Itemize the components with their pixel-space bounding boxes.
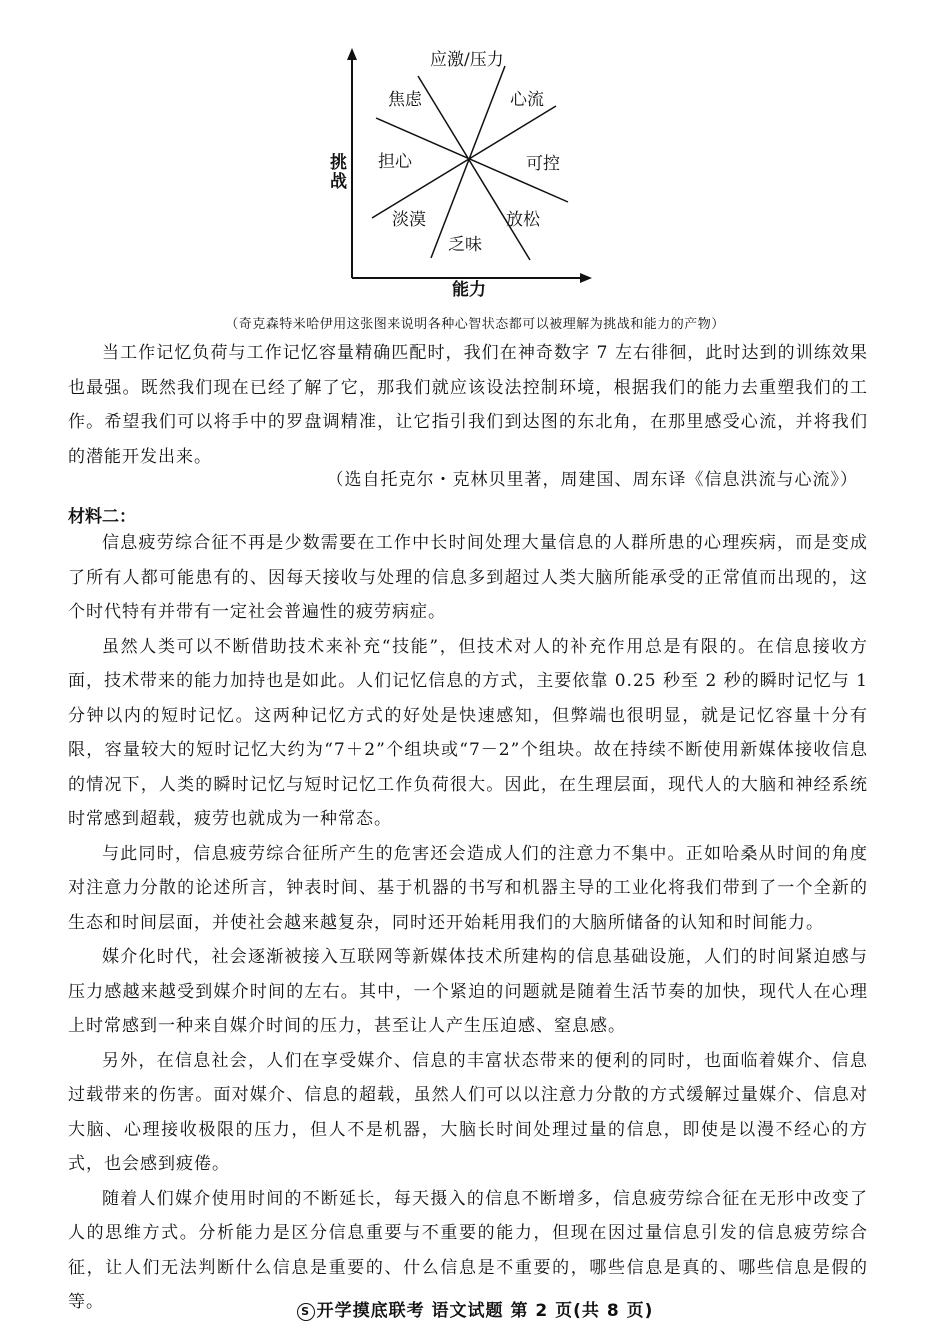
region-label-boredom: 乏味 [448, 235, 482, 255]
page-footer [0, 1296, 950, 1321]
y-axis-label: 挑战 [330, 153, 347, 192]
paragraph: 信息疲劳综合征不再是少数需要在工作中长时间处理大量信息的人群所患的心理疾病，而是变成了所有人都可能患有的、因每天接收与处理的信息多到超过人类大脑所能承受的正常值而出现的，这个时代特有并带有一定社会普遍性的疲劳病症。 [68, 533, 868, 622]
source-citation: （选自托克尔・克林贝里著，周建国、周东译《信息洪流与心流》） [326, 470, 858, 490]
diagram-axes-and-lines [320, 42, 620, 302]
material-two-heading: 材料二： [68, 507, 136, 527]
region-label-control: 可控 [526, 154, 560, 174]
footer-text: 开学摸底联考 语文试题 第 2 页(共 8 页) [316, 1301, 654, 1321]
region-label-worry: 担心 [378, 152, 412, 172]
exam-badge-icon: S [297, 1303, 315, 1321]
material-two-passage [68, 526, 868, 1320]
paragraph: 另外，在信息社会，人们在享受媒介、信息的丰富状态带来的便利的同时，也面临着媒介、信息过载带来的伤害。面对媒介、信息的超载，虽然人们可以以注意力分散的方式缓解过量媒介、信息对大脑、心理接收极限的压力，但人不是机器，大脑长时间处理过量的信息，即使是以漫不经心的方式，也会感到疲倦。 [68, 1050, 868, 1174]
intro-paragraph: 当工作记忆负荷与工作记忆容量精确匹配时，我们在神奇数字 7 左右徘徊，此时达到的训练效果也最强。既然我们现在已经了解了它，那我们就应该设法控制环境，根据我们的能力去重塑我们的工作。希望我们可以将手中的罗盘调精准，让它指引我们到达图的东北角，在那里感受心流，并将我们的潜能开发出来。 [68, 343, 868, 467]
challenge-skill-diagram [320, 42, 620, 302]
paragraph: 与此同时，信息疲劳综合征所产生的危害还会造成人们的注意力不集中。正如哈桑从时间的角度对注意力分散的论述所言，钟表时间、基于机器的书写和机器主导的工业化将我们带到了一个全新的生态和时间层面，并使社会越来越复杂，同时还开始耗用我们的大脑所储备的认知和时间能力。 [68, 843, 868, 933]
x-axis-label: 能力 [452, 280, 486, 300]
region-label-flow: 心流 [510, 90, 544, 110]
region-label-apathy: 淡漠 [392, 210, 426, 230]
region-label-anxiety: 焦虑 [388, 90, 422, 110]
paragraph: 媒介化时代，社会逐渐被接入互联网等新媒体技术所建构的信息基础设施，人们的时间紧迫感与压力感越来越受到媒介时间的左右。其中，一个紧迫的问题就是随着生活节奏的加快，现代人在心理上时常感到一种来自媒介时间的压力，甚至让人产生压迫感、窒息感。 [68, 947, 868, 1036]
region-label-stress: 应激/压力 [430, 50, 504, 70]
paragraph: 虽然人类可以不断借助技术来补充“技能”，但技术对人的补充作用总是有限的。在信息接收方面，技术带来的能力加持也是如此。人们记忆信息的方式，主要依靠 0.25 秒至 2 秒的瞬时记忆与 1 分钟以内的短时记忆。这两种记忆方式的好处是快速感知，但弊端也很明显，就是记忆容量十分有限，容量较大的短时记忆大约为“7＋2”个组块或“7－2”个组块。故在持续不断使用新媒体接收信息的情况下，人类的瞬时记忆与短时记忆工作负荷很大。因此，在生理层面，现代人的大脑和神经系统时常感到超载，疲劳也就成为一种常态。 [68, 636, 868, 829]
figure-caption: （奇克森特米哈伊用这张图来说明各种心智状态都可以被理解为挑战和能力的产物） [225, 317, 725, 332]
paragraph: 随着人们媒介使用时间的不断延长，每天摄入的信息不断增多，信息疲劳综合征在无形中改变了人的思维方式。分析能力是区分信息重要与不重要的能力，但现在因过量信息引发的信息疲劳综合征，让人们无法判断什么信息是重要的、什么信息是不重要的，哪些信息是真的、哪些信息是假的等。 [68, 1188, 868, 1312]
region-label-relaxation: 放松 [506, 210, 540, 230]
intro-passage [68, 336, 868, 474]
